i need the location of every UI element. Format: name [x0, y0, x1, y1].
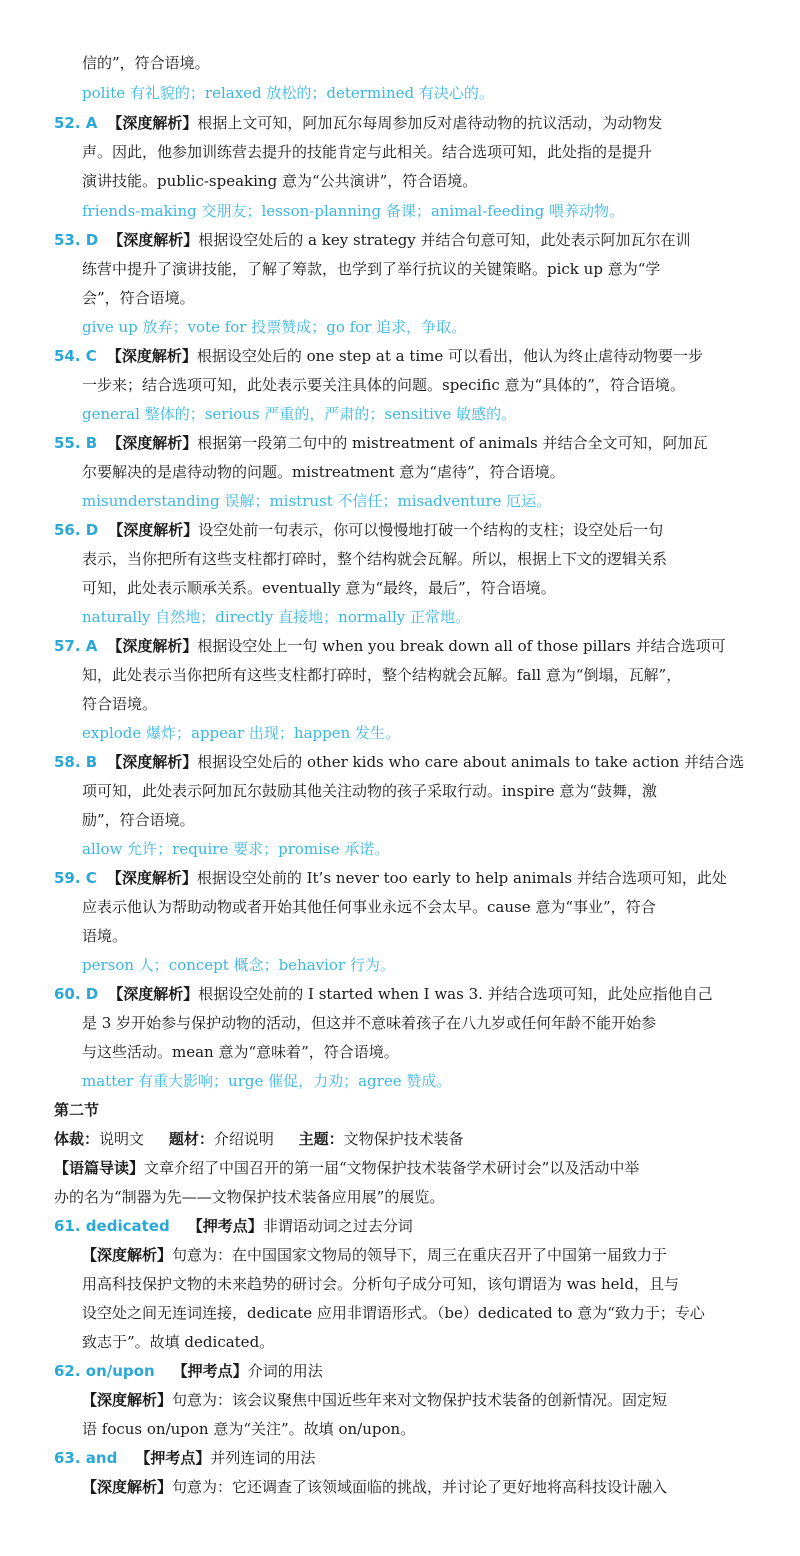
analysis-tag: 【深度解析】	[107, 637, 198, 655]
question-53: 53. D 【深度解析】根据设空处后的 a key strategy 并结合句意可知，此处表示阿加瓦尔在训	[54, 231, 691, 249]
text-line: 【深度解析】句意为：该会议聚焦中国近些年来对文物保护技术装备的创新情况。固定短	[82, 1391, 668, 1409]
analysis-tag: 【深度解析】	[106, 869, 197, 887]
option-translations: naturally 自然地；directly 直接地；normally 正常地。	[82, 608, 471, 626]
text-line: 项可知，此处表示阿加瓦尔鼓励其他关注动物的孩子采取行动。inspire 意为“鼓舞，激	[82, 782, 658, 800]
question-63: 63. and 【押考点】并列连词的用法	[54, 1449, 316, 1467]
option-translations: explode 爆炸；appear 出现；happen 发生。	[82, 724, 401, 742]
option-translations: general 整体的；serious 严重的，严肃的；sensitive 敏感的。	[82, 405, 517, 423]
text-line: 办的名为“制器为先——文物保护技术装备应用展”的展览。	[54, 1188, 445, 1206]
question-60: 60. D 【深度解析】根据设空处前的 I started when I was 3. 并结合选项可知，此处应指他自己	[54, 985, 713, 1003]
analysis-tag: 【深度解析】	[108, 521, 199, 539]
option-translations: friends-making 交朋友；lesson-planning 备课；animal-feeding 喂养动物。	[82, 202, 625, 220]
text-line: 尔要解决的是虐待动物的问题。mistreatment 意为“虐待”，符合语境。	[82, 463, 565, 481]
question-number: 57. A	[54, 637, 98, 655]
question-number: 55. B	[54, 434, 98, 452]
question-52: 52. A 【深度解析】根据上文可知，阿加瓦尔每周参加反对虐待动物的抗议活动，为动物发	[54, 114, 663, 132]
text-line: 【深度解析】句意为：它还调查了该领域面临的挑战，并讨论了更好地将高科技设计融入	[82, 1478, 668, 1496]
question-54: 54. C 【深度解析】根据设空处后的 one step at a time 可以看出，他认为终止虐待动物要一步	[54, 347, 704, 365]
option-translations: allow 允许；require 要求；promise 承诺。	[82, 840, 390, 858]
text-line: 声。因此，他参加训练营去提升的技能肯定与此相关。结合选项可知，此处指的是提升	[82, 143, 653, 161]
analysis-tag: 【深度解析】	[107, 114, 198, 132]
text-line: 与这些活动。mean 意为“意味着”，符合语境。	[82, 1043, 399, 1061]
text-line: 一步来；结合选项可知，此处表示要关注具体的问题。specific 意为“具体的”，符合语境。	[82, 376, 685, 394]
option-translations: person 人；concept 概念；behavior 行为。	[82, 956, 395, 974]
question-number: 53. D	[54, 231, 99, 249]
option-translations: give up 放弃；vote for 投票赞成；go for 追求，争取。	[82, 318, 467, 336]
analysis-tag: 【深度解析】	[82, 1478, 173, 1496]
analysis-tag: 【深度解析】	[108, 231, 199, 249]
point-tag: 【押考点】	[135, 1449, 211, 1467]
analysis-tag: 【深度解析】	[108, 985, 199, 1003]
text-line: 致志于”。故填 dedicated。	[82, 1333, 275, 1351]
question-number: 56. D	[54, 521, 99, 539]
analysis-tag: 【深度解析】	[82, 1391, 173, 1409]
text-line: 知，此处表示当你把所有这些支柱都打碎时，整个结构就会瓦解。fall 意为“倒塌，瓦解”，	[82, 666, 682, 684]
question-number: 60. D	[54, 985, 99, 1003]
question-55: 55. B 【深度解析】根据第一段第二句中的 mistreatment of animals 并结合全文可知，阿加瓦	[54, 434, 708, 452]
question-number: 52. A	[54, 114, 98, 132]
text-line: 信的”，符合语境。	[82, 54, 210, 72]
question-number: 58. B	[54, 753, 98, 771]
analysis-tag: 【深度解析】	[107, 434, 198, 452]
option-translations: polite 有礼貌的；relaxed 放松的；determined 有决心的。	[82, 84, 494, 102]
text-line: 用高科技保护文物的未来趋势的研讨会。分析句子成分可知，该句谓语为 was held，且与	[82, 1275, 679, 1293]
text-line: 励”，符合语境。	[82, 811, 195, 829]
text-line: 语 focus on/upon 意为“关注”。故填 on/upon。	[82, 1420, 416, 1438]
text-line: 会”，符合语境。	[82, 289, 195, 307]
question-number: 54. C	[54, 347, 97, 365]
question-number: 61. dedicated	[54, 1217, 170, 1235]
passage-info: 体裁：说明文 题材：介绍说明 主题：文物保护技术装备	[54, 1130, 464, 1148]
question-59: 59. C 【深度解析】根据设空处前的 It’s never too early to help animals 并结合选项可知，此处	[54, 869, 727, 887]
text-line: 【深度解析】句意为：在中国国家文物局的领导下，周三在重庆召开了中国第一届致力于	[82, 1246, 668, 1264]
question-61: 61. dedicated 【押考点】非谓语动词之过去分词	[54, 1217, 413, 1235]
question-57: 57. A 【深度解析】根据设空处上一句 when you break down all of those pillars 并结合选项可	[54, 637, 726, 655]
analysis-tag: 【深度解析】	[106, 347, 197, 365]
text-line: 语境。	[82, 927, 128, 945]
analysis-tag: 【深度解析】	[107, 753, 198, 771]
text-line: 应表示他认为帮助动物或者开始其他任何事业永远不会太早。cause 意为“事业”，符合	[82, 898, 656, 916]
text-line: 可知，此处表示顺承关系。eventually 意为“最终，最后”，符合语境。	[82, 579, 556, 597]
question-56: 56. D 【深度解析】设空处前一句表示，你可以慢慢地打破一个结构的支柱；设空处后一句	[54, 521, 664, 539]
question-number: 63. and	[54, 1449, 118, 1467]
question-58: 58. B 【深度解析】根据设空处后的 other kids who care about animals to take action 并结合选	[54, 753, 744, 771]
text-line: 符合语境。	[82, 695, 158, 713]
analysis-tag: 【深度解析】	[82, 1246, 173, 1264]
section-title: 第二节	[54, 1101, 100, 1119]
text-line: 设空处之间无连词连接，dedicate 应用非谓语形式。（be）dedicated to 意为“致力于；专心	[82, 1304, 705, 1322]
text-line: 演讲技能。public-speaking 意为“公共演讲”，符合语境。	[82, 172, 478, 190]
point-tag: 【押考点】	[187, 1217, 263, 1235]
question-62: 62. on/upon 【押考点】介词的用法	[54, 1362, 323, 1380]
question-number: 59. C	[54, 869, 97, 887]
text-line: 练营中提升了演讲技能，了解了筹款，也学到了举行抗议的关键策略。pick up 意为“学	[82, 260, 661, 278]
text-line: 是 3 岁开始参与保护动物的活动，但这并不意味着孩子在八九岁或任何年龄不能开始参	[82, 1014, 657, 1032]
option-translations: misunderstanding 误解；mistrust 不信任；misadventure 厄运。	[82, 492, 552, 510]
question-number: 62. on/upon	[54, 1362, 155, 1380]
option-translations: matter 有重大影响；urge 催促，力劝；agree 赞成。	[82, 1072, 452, 1090]
point-tag: 【押考点】	[172, 1362, 248, 1380]
passage-guide: 【语篇导读】文章介绍了中国召开的第一届“文物保护技术装备学术研讨会”以及活动中举	[54, 1159, 640, 1177]
text-line: 表示，当你把所有这些支柱都打碎时，整个结构就会瓦解。所以，根据上下文的逻辑关系	[82, 550, 668, 568]
